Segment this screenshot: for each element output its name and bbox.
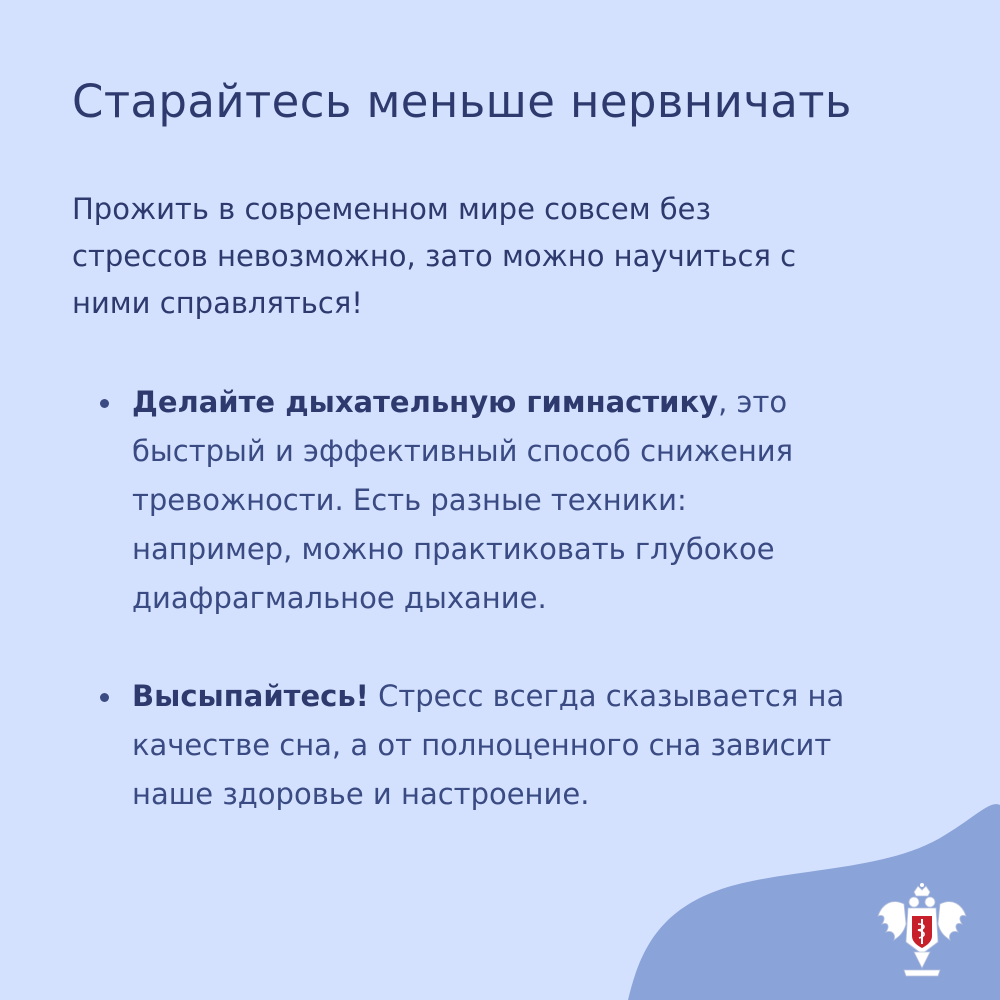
- list-item-text: Стресс всегда сказывается на: [368, 679, 845, 713]
- intro-line: стрессов невозможно, зато можно научиться с: [72, 239, 797, 273]
- list-item-text: , это: [718, 385, 788, 419]
- list-item-heading: Высыпайтесь!: [132, 679, 369, 713]
- list-item-sleep: [100, 672, 970, 819]
- list-item-line: например, можно практиковать глубокое: [132, 532, 775, 566]
- page-title: Старайтесь меньше нервничать: [72, 75, 852, 128]
- intro-line: ними справляться!: [72, 286, 363, 320]
- list-item-line: качестве сна, а от полноценного сна зависит: [132, 728, 832, 762]
- tips-list: [100, 378, 970, 819]
- list-item-line: быстрый и эффективный способ снижения: [132, 434, 794, 468]
- bullet-icon: [100, 693, 109, 702]
- list-item-breathing: [100, 378, 970, 623]
- list-item-line: диафрагмальное дыхание.: [132, 581, 547, 615]
- list-item-line: [132, 672, 970, 721]
- intro-line: Прожить в современном мире совсем без: [72, 192, 711, 226]
- eagle-emblem-icon: [874, 882, 970, 982]
- list-item-line: тревожности. Есть разные техники:: [132, 483, 687, 517]
- list-item-heading: Делайте дыхательную гимнастику: [132, 385, 719, 419]
- list-item-line: наше здоровье и настроение.: [132, 777, 590, 811]
- intro-paragraph: [72, 186, 952, 327]
- list-item-line: [132, 378, 970, 427]
- bullet-icon: [100, 399, 109, 408]
